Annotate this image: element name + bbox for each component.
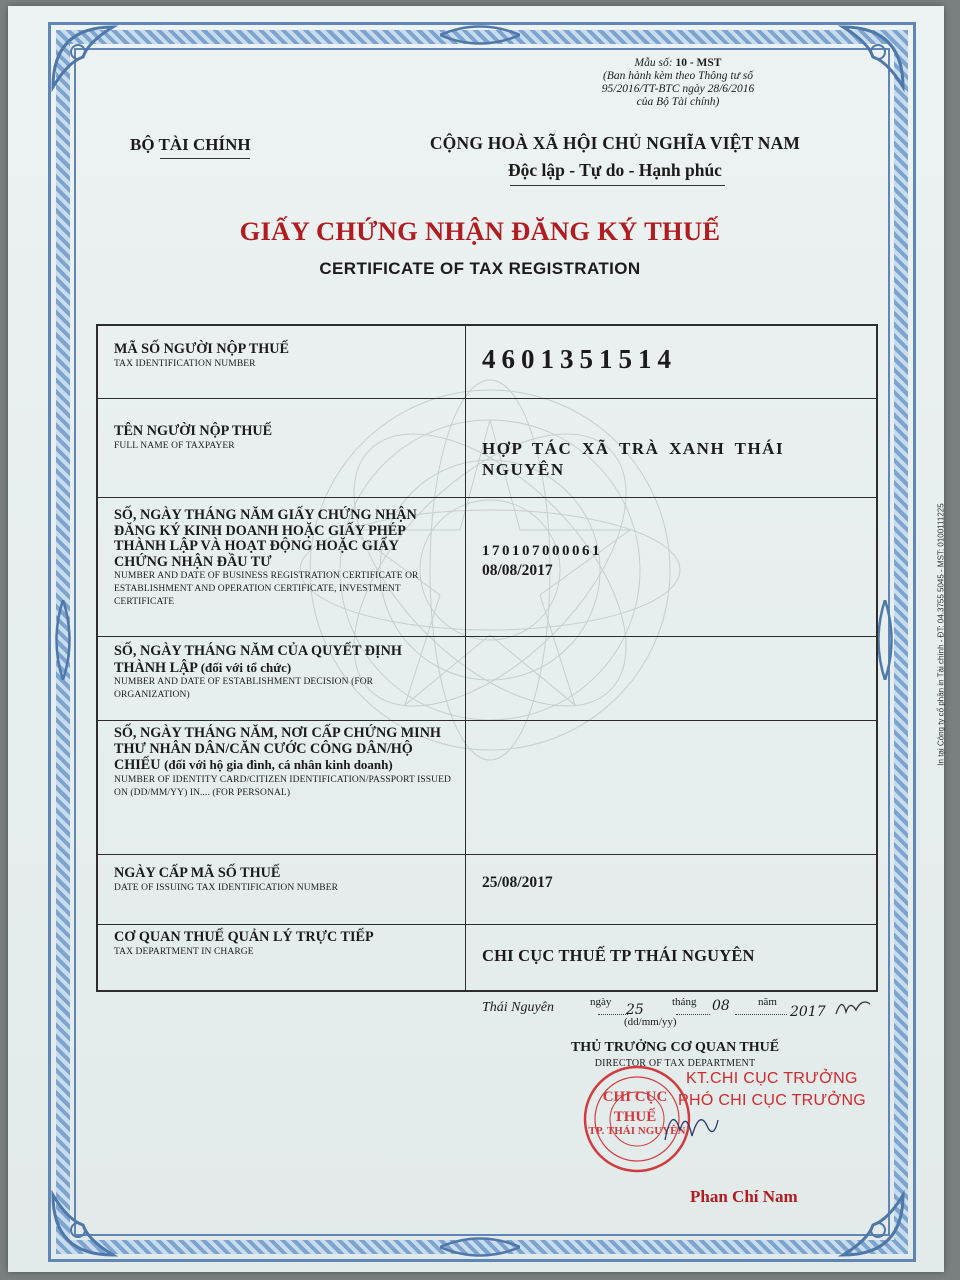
establishment-label-en: NUMBER AND DATE OF ESTABLISHMENT DECISION (FOR ORGANIZATION)	[114, 677, 374, 700]
establishment-label-note: (đối với tổ chức)	[200, 659, 292, 675]
tax-id-label-en: TAX IDENTIFICATION NUMBER	[114, 358, 256, 369]
business-reg-label-en: NUMBER AND DATE OF BUSINESS REGISTRATION CERTIFICATE OR ESTABLISHMENT AND OPERATION CERTIFICATE, INVESTMENT CERTIFICATE	[114, 571, 419, 607]
signature	[660, 1100, 720, 1150]
tax-id-label-vn: MÃ SỐ NGƯỜI NỘP THUẾ	[114, 341, 289, 357]
tax-dept-label-en: TAX DEPARTMENT IN CHARGE	[114, 946, 254, 957]
table-row-establishment-label	[114, 644, 434, 702]
top-ornament-icon	[440, 24, 520, 46]
initials-mark-icon	[834, 994, 874, 1018]
table-row-tax-dept-label	[114, 930, 459, 959]
authority-title-vn: THỦ TRƯỞNG CƠ QUAN THUẾ	[570, 1040, 780, 1055]
form-number-line2: 95/2016/TT-BTC ngày 28/6/2016	[601, 83, 755, 95]
month-dots	[676, 1014, 710, 1015]
on-behalf-text: KT.CHI CỤC TRƯỞNG	[686, 1070, 858, 1087]
signer-name: Phan Chí Nam	[690, 1187, 798, 1206]
taxpayer-name-label-en: FULL NAME OF TAXPAYER	[114, 440, 235, 451]
national-motto: Độc lập - Tự do - Hạnh phúc	[508, 160, 722, 180]
form-number-label: Mẫu số:	[634, 57, 673, 69]
seal-city: TP. THÁI NGUYÊN	[588, 1125, 686, 1137]
row-separator	[98, 924, 876, 925]
issue-date-value: 25/08/2017	[482, 874, 553, 891]
table-row-name-label	[114, 424, 459, 453]
corner-ornament-icon	[48, 22, 118, 92]
business-reg-number: 170107000061	[482, 543, 602, 559]
issue-date-label-en: DATE OF ISSUING TAX IDENTIFICATION NUMBER	[114, 882, 339, 893]
row-separator	[98, 720, 876, 721]
identity-label-en: NUMBER OF IDENTITY CARD/CITIZEN IDENTIFICATION/PASSPORT ISSUED ON (DD/MM/YY) IN.... (FOR PERSONAL)	[114, 774, 452, 798]
printer-note-text: In tại Công ty cổ phần in Tài chính - ĐT: 04.3755 5045 - MST: 0100111225	[936, 503, 946, 766]
authority-title-en: DIRECTOR OF TAX DEPARTMENT	[594, 1058, 756, 1069]
table-row-issue-date-label	[114, 866, 459, 895]
ministry-name: BỘ TÀI CHÍNH	[130, 135, 251, 154]
identity-label-vn: SỐ, NGÀY THÁNG NĂM, NƠI CẤP CHỨNG MINH THƯ NHÂN DÂN/CĂN CƯỚC CÔNG DÂN/HỘ CHIẾU	[114, 725, 441, 773]
form-number-line1: (Ban hành kèm theo Thông tư số	[602, 70, 753, 82]
certificate-title-vn: GIẤY CHỨNG NHẬN ĐĂNG KÝ THUẾ	[239, 216, 721, 246]
year-value: 2017	[790, 1004, 826, 1020]
row-separator	[98, 398, 876, 399]
tax-id-value: 4601351514	[482, 344, 677, 374]
form-number-code: 10 - MST	[675, 57, 722, 69]
registration-table	[96, 324, 878, 992]
form-number-block	[578, 57, 778, 109]
republic-name: CỘNG HOÀ XÃ HỘI CHỦ NGHĨA VIỆT NAM	[429, 133, 801, 153]
taxpayer-name-value: HỢP TÁC XÃ TRÀ XANH THÁI NGUYÊN	[482, 439, 785, 479]
seal-center-text: CHI CỤC THUẾ	[602, 1089, 668, 1125]
form-number-line3: của Bộ Tài chính)	[636, 96, 720, 108]
issue-place: Thái Nguyên	[482, 1000, 554, 1015]
table-row-identity-label	[114, 726, 454, 800]
month-label: tháng	[672, 996, 697, 1008]
bottom-ornament-icon	[440, 1236, 520, 1258]
row-separator	[98, 636, 876, 637]
business-reg-value	[482, 540, 872, 580]
corner-ornament-icon	[838, 22, 908, 92]
taxpayer-name-label-vn: TÊN NGƯỜI NỘP THUẾ	[114, 423, 273, 439]
establishment-label-vn: SỐ, NGÀY THÁNG NĂM CỦA QUYẾT ĐỊNH THÀNH LẬP	[114, 643, 402, 676]
table-divider	[465, 326, 466, 990]
motto-underline	[510, 185, 725, 186]
printer-note	[926, 450, 944, 830]
side-ornament-icon	[50, 600, 76, 680]
identity-label-note: (đối với hộ gia đình, cá nhân kinh doanh)	[164, 757, 393, 772]
corner-ornament-icon	[838, 1190, 908, 1260]
row-separator	[98, 497, 876, 498]
business-reg-label-vn: SỐ, NGÀY THÁNG NĂM GIẤY CHỨNG NHẬN ĐĂNG KÝ KINH DOANH HOẶC GIẤY PHÉP THÀNH LẬP VÀ HOẠT ĐỘNG HOẶC GIẤY CHỨNG NHẬN ĐẦU TƯ	[114, 507, 417, 570]
day-value: 25	[626, 1002, 644, 1018]
table-row-tax-id-label	[114, 342, 459, 371]
ministry-underline	[160, 158, 250, 159]
month-value: 08	[712, 998, 730, 1014]
tax-dept-label-vn: CƠ QUAN THUẾ QUẢN LÝ TRỰC TIẾP	[114, 929, 374, 945]
certificate-title-en: CERTIFICATE OF TAX REGISTRATION	[319, 259, 641, 278]
year-dots	[735, 1014, 787, 1015]
issue-date-label-vn: NGÀY CẤP MÃ SỐ THUẾ	[114, 865, 281, 881]
tax-dept-value: CHI CỤC THUẾ TP THÁI NGUYÊN	[482, 946, 755, 965]
year-label: năm	[758, 996, 777, 1008]
row-separator	[98, 854, 876, 855]
table-row-business-reg-label	[114, 508, 454, 609]
date-format: (dd/mm/yy)	[624, 1016, 677, 1028]
corner-ornament-icon	[48, 1190, 118, 1260]
day-label: ngày	[590, 996, 612, 1008]
day-dots	[598, 1014, 628, 1015]
position-text: PHÓ CHI CỤC TRƯỞNG	[678, 1092, 867, 1109]
business-reg-date: 08/08/2017	[482, 562, 553, 579]
